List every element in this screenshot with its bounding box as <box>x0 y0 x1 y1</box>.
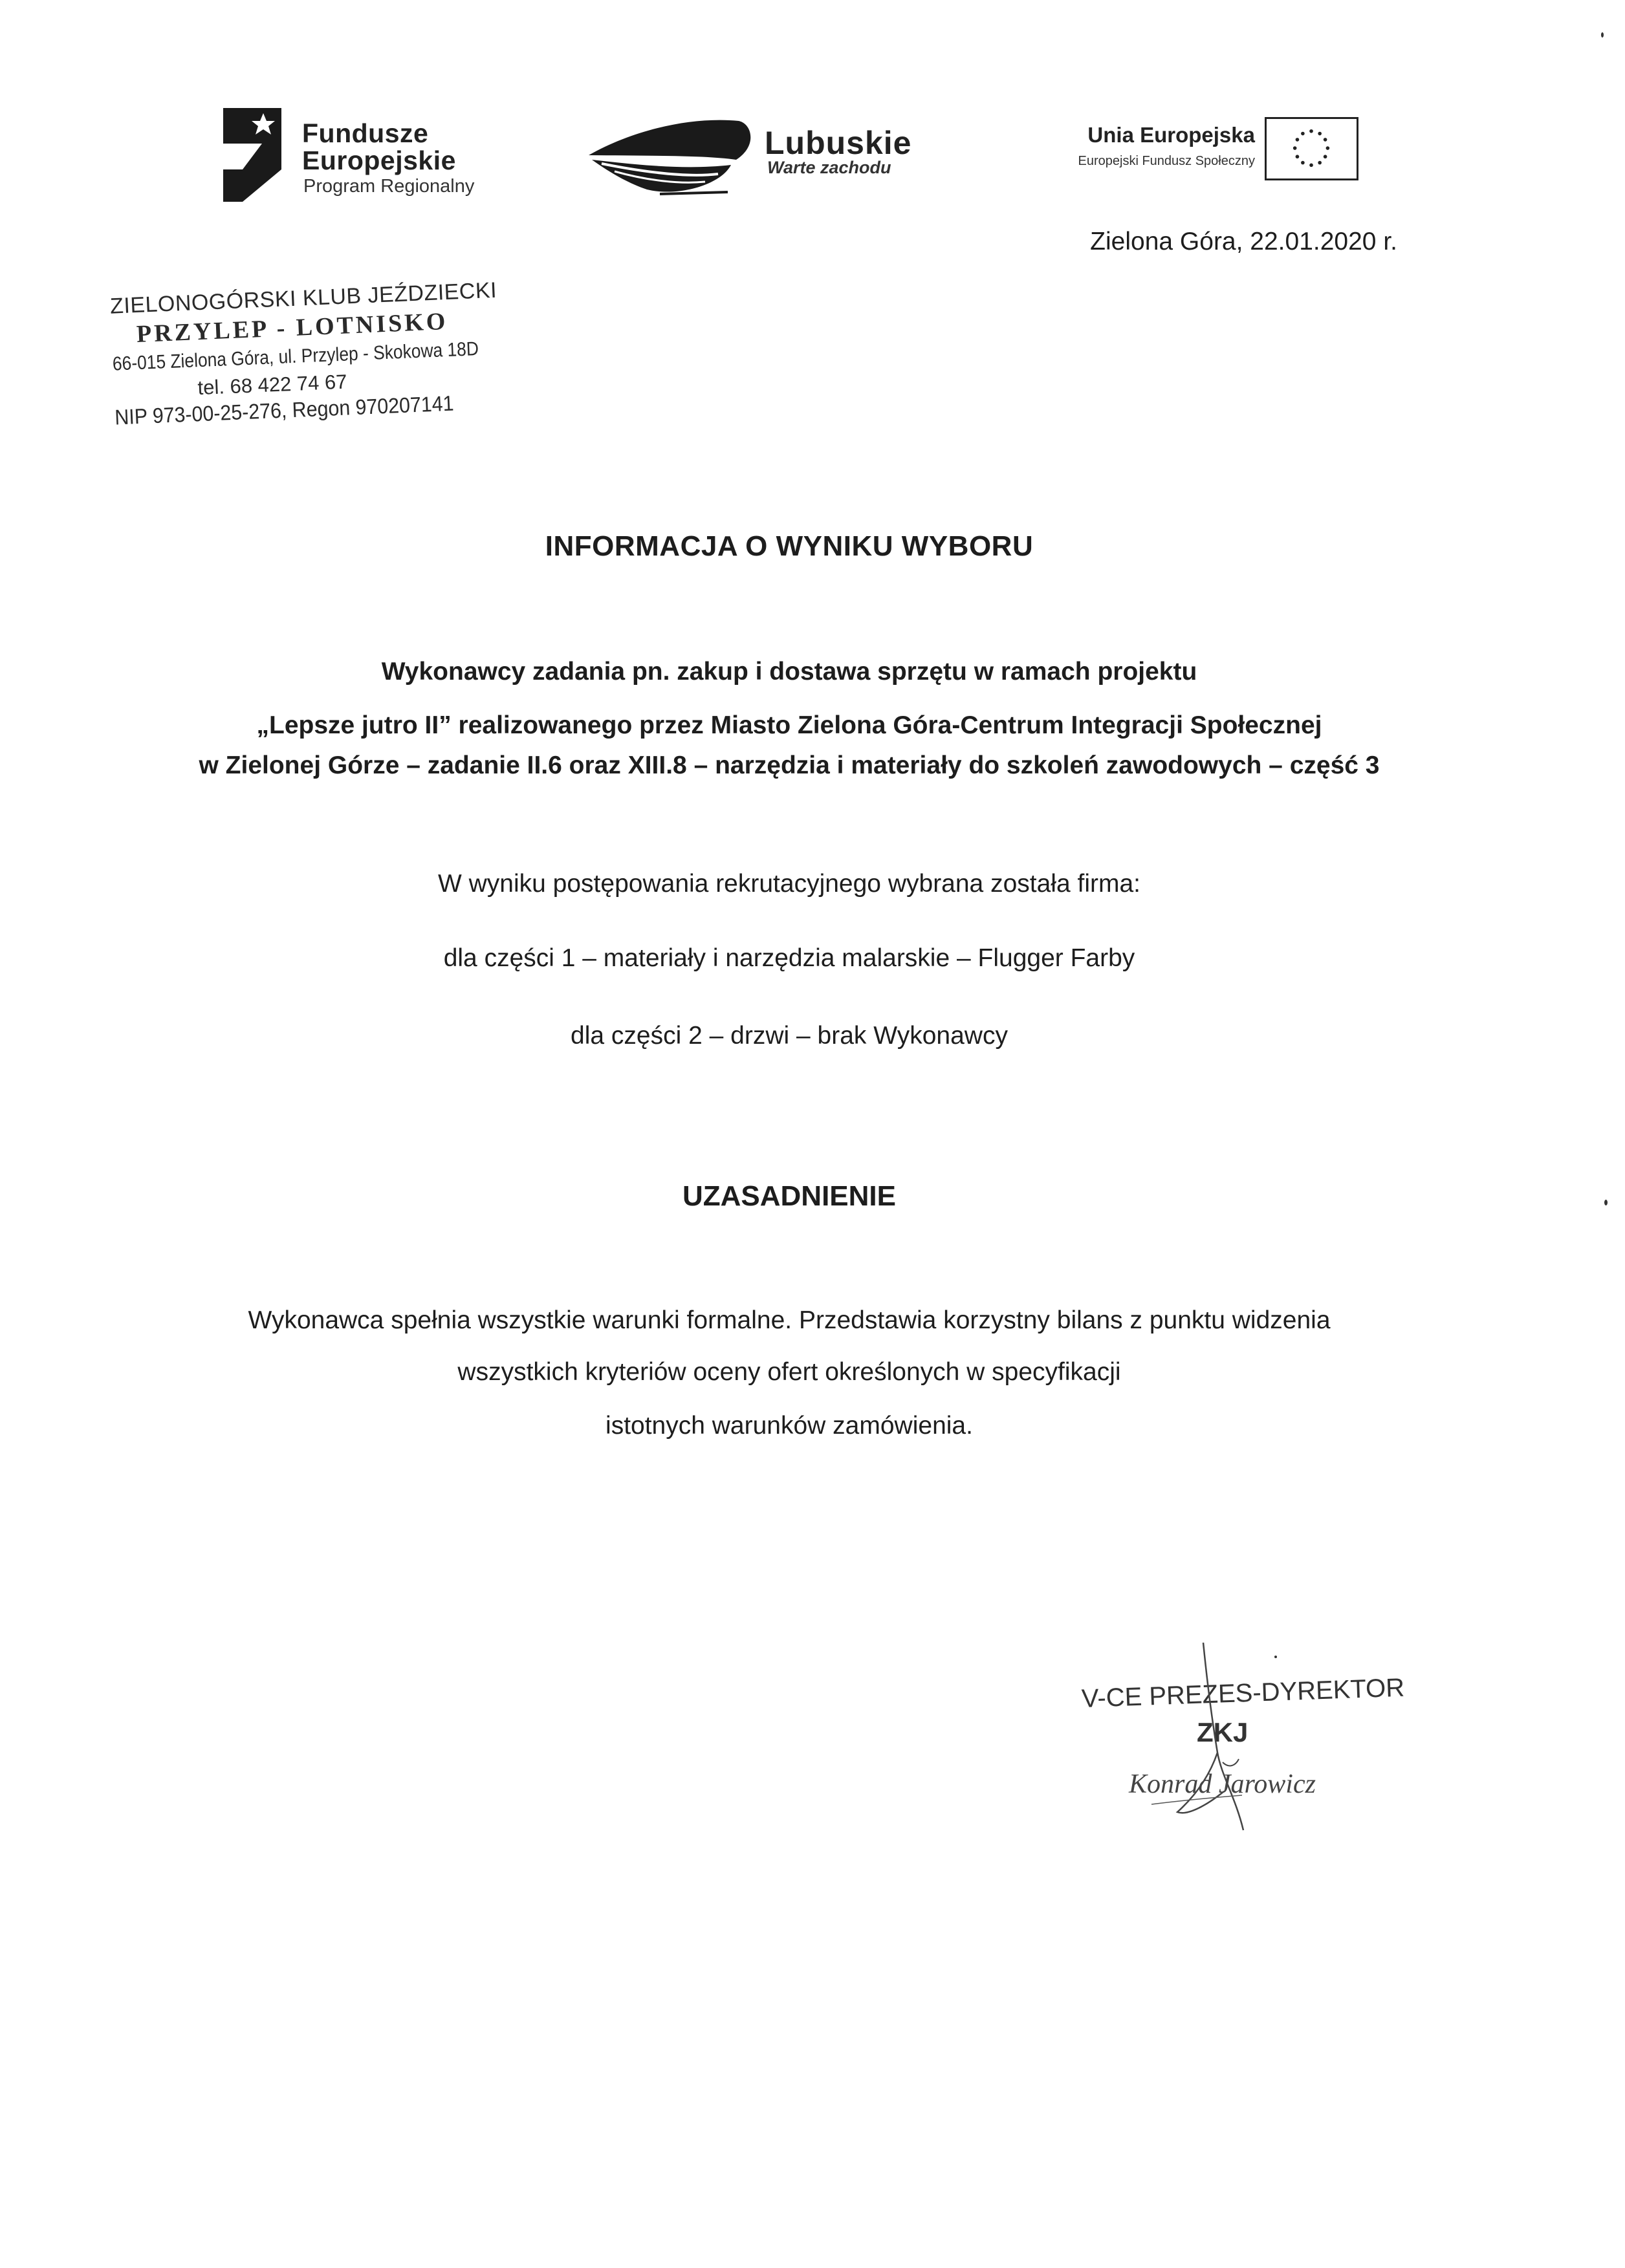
fundusze-europejskie-mark-icon <box>223 108 281 202</box>
signatory-name: Konrad Jarowicz <box>1129 1769 1316 1799</box>
fe-logo-line2: Europejskie <box>302 146 456 175</box>
eu-logo-line1: Unia Europejska <box>1087 123 1255 147</box>
selection-part-2: dla części 2 – drzwi – brak Wykonawcy <box>571 1022 1008 1050</box>
lubuskie-logo-line1: Lubuskie <box>765 125 912 161</box>
stamp-phone: tel. 68 422 74 67 <box>197 370 348 400</box>
eu-flag-icon <box>1265 117 1358 180</box>
stamp-line1: ZIELONOGÓRSKI KLUB JEŹDZIECKI <box>109 277 497 319</box>
scan-speck <box>1604 1200 1608 1205</box>
justification-title: UZASADNIENIE <box>682 1180 897 1212</box>
stamp-line2: PRZYLEP - LOTNISKO <box>136 307 449 349</box>
scan-speck <box>1601 32 1604 38</box>
justification-line-3: istotnych warunków zamówienia. <box>605 1412 973 1440</box>
selection-intro: W wyniku postępowania rekrutacyjnego wybrana została firma: <box>437 870 1140 898</box>
justification-line-2: wszystkich kryteriów oceny ofert określonych w specyfikacji <box>457 1358 1121 1386</box>
signatory-organization: ZKJ <box>1197 1717 1249 1747</box>
lubuskie-logo-line2: Warte zachodu <box>767 158 891 177</box>
signatory-role: V-CE PREZES-DYREKTOR <box>1081 1673 1405 1713</box>
selection-part-1: dla części 1 – materiały i narzędzia malarskie – Flugger Farby <box>443 944 1135 972</box>
document-title: INFORMACJA O WYNIKU WYBORU <box>545 530 1034 562</box>
stamp-nip-regon: NIP 973-00-25-276, Regon 970207141 <box>114 391 455 429</box>
signature-block <box>1074 1636 1410 1856</box>
fe-logo-line1: Fundusze <box>302 118 429 148</box>
lubuskie-wing-icon <box>576 107 770 204</box>
eu-logo <box>1019 115 1365 183</box>
handwritten-signature-icon <box>1074 1636 1410 1856</box>
company-stamp <box>105 272 499 437</box>
scan-speck <box>1274 1656 1277 1658</box>
fundusze-europejskie-logo <box>223 107 508 204</box>
subject-line-3: w Zielonej Górze – zadanie II.6 oraz XIII.8 – narzędzia i materiały do szkoleń zawodowych – część 3 <box>199 751 1380 779</box>
document-date: Zielona Góra, 22.01.2020 r. <box>1090 228 1397 255</box>
subject-line-1: Wykonawcy zadania pn. zakup i dostawa sprzętu w ramach projektu <box>381 658 1197 686</box>
stamp-address: 66-015 Zielona Góra, ul. Przylep - Skokowa 18D <box>112 338 479 375</box>
fe-logo-line3: Program Regionalny <box>303 176 475 197</box>
subject-line-2: „Lepsze jutro II” realizowanego przez Miasto Zielona Góra-Centrum Integracji Społecznej <box>256 711 1322 739</box>
eu-logo-line2: Europejski Fundusz Społeczny <box>1078 154 1255 168</box>
justification-line-1: Wykonawca spełnia wszystkie warunki formalne. Przedstawia korzystny bilans z punktu widzenia <box>248 1306 1331 1334</box>
lubuskie-logo <box>576 107 912 204</box>
